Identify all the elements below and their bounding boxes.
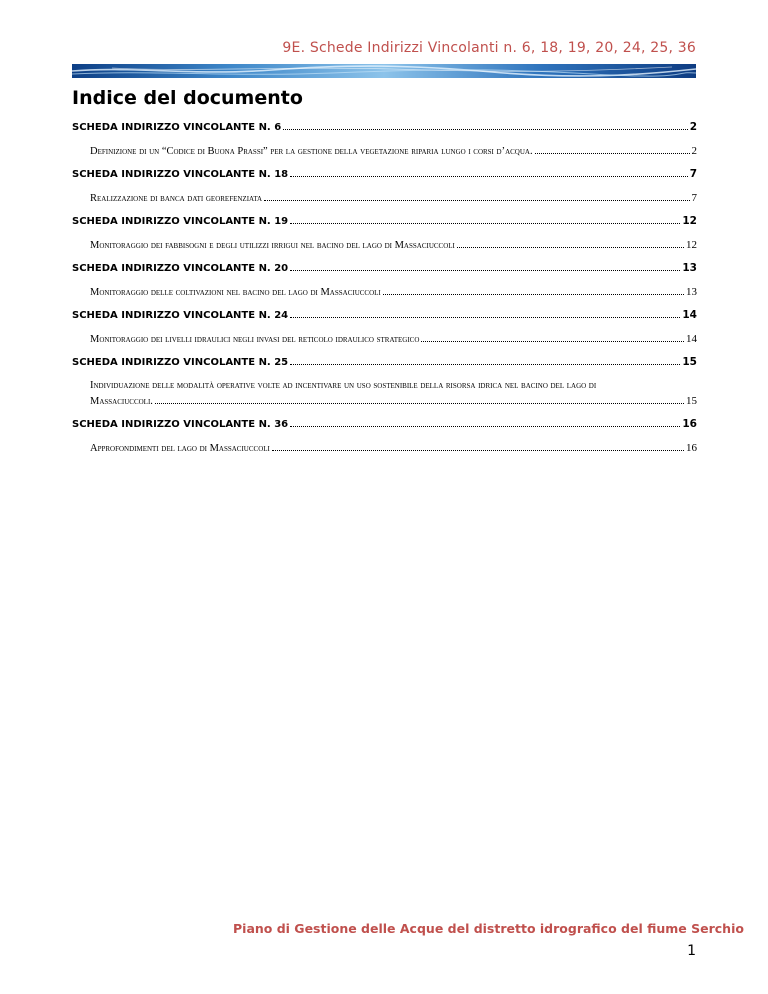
dot-leader [290, 270, 680, 271]
toc-subentry-codice-buona-prassi[interactable] [72, 145, 697, 157]
toc-entry-title: Monitoraggio delle coltivazioni nel bacino del lago di Massaciuccoli [90, 287, 381, 298]
dot-leader [290, 223, 680, 224]
toc-entry-scheda-25[interactable] [72, 356, 697, 368]
dot-leader [290, 426, 680, 427]
toc-entry-title: SCHEDA INDIRIZZO VINCOLANTE N. 18 [72, 169, 289, 180]
toc-entry-title: SCHEDA INDIRIZZO VINCOLANTE N. 19 [72, 216, 289, 227]
dot-leader [155, 403, 684, 404]
toc-entry-title: Monitoraggio dei livelli idraulici negli invasi del reticolo idraulico strategico [90, 334, 420, 345]
toc-page-number: 12 [686, 239, 697, 251]
footer-text: Piano di Gestione delle Acque del distretto idrografico del fiume Serchio [233, 921, 744, 936]
toc-entry-title: Approfondimenti del lago di Massaciuccoli [90, 443, 270, 454]
toc-entry-title: Definizione di un “Codice di Buona Prassi” per la gestione della vegetazione riparia lungo i corsi d’acqua. [90, 146, 533, 157]
toc-entry-title: Monitoraggio dei fabbisogni e degli utilizzi irrigui nel bacino del lago di Massaciuccoli [90, 240, 455, 251]
toc-page-number: 14 [686, 333, 697, 345]
toc-page-number: 13 [686, 286, 697, 298]
toc-page-number: 7 [691, 192, 697, 204]
toc-page-number: 2 [691, 145, 697, 157]
toc-entry-title: Realizzazione di banca dati georefenziata [90, 193, 263, 204]
toc-entry-scheda-24[interactable] [72, 309, 697, 321]
toc-entry-title: SCHEDA INDIRIZZO VINCOLANTE N. 6 [72, 122, 282, 133]
page-number: 1 [687, 943, 696, 959]
toc-entry-title-continued: Massaciuccoli. [90, 396, 153, 407]
toc-entry-title: SCHEDA INDIRIZZO VINCOLANTE N. 24 [72, 310, 289, 321]
dot-leader [283, 129, 688, 130]
dot-leader [290, 364, 680, 365]
toc-subentry-fabbisogni-irrigui[interactable] [72, 239, 697, 251]
dot-leader [290, 317, 680, 318]
toc-entry-scheda-20[interactable] [72, 262, 697, 274]
toc-entry-title: SCHEDA INDIRIZZO VINCOLANTE N. 36 [72, 419, 289, 430]
toc-subentry-banca-dati[interactable] [72, 192, 697, 204]
toc-entry-scheda-19[interactable] [72, 215, 697, 227]
toc-subentry-uso-sostenibile[interactable] [72, 380, 697, 407]
header-wave-band [72, 64, 696, 78]
toc-entry-scheda-6[interactable] [72, 121, 697, 133]
toc-entry-scheda-18[interactable] [72, 168, 697, 180]
dot-leader [421, 341, 684, 342]
document-title: Indice del documento [72, 87, 303, 109]
toc-subentry-livelli-idraulici[interactable] [72, 333, 697, 345]
running-header: 9E. Schede Indirizzi Vincolanti n. 6, 18, 19, 20, 24, 25, 36 [282, 40, 696, 56]
toc-subentry-approfondimenti[interactable] [72, 442, 697, 454]
toc-page-number: 2 [689, 121, 697, 133]
toc-page-number: 16 [686, 442, 697, 454]
toc-page-number: 14 [682, 309, 697, 321]
dot-leader [272, 450, 684, 451]
table-of-contents [72, 110, 697, 454]
toc-page-number: 15 [686, 395, 697, 407]
dot-leader [535, 153, 690, 154]
toc-page-number: 12 [682, 215, 697, 227]
toc-entry-title: SCHEDA INDIRIZZO VINCOLANTE N. 25 [72, 357, 289, 368]
toc-page-number: 13 [682, 262, 697, 274]
dot-leader [264, 200, 689, 201]
toc-page-number: 15 [682, 356, 697, 368]
toc-subentry-coltivazioni[interactable] [72, 286, 697, 298]
wave-graphic [72, 64, 696, 78]
toc-entry-scheda-36[interactable] [72, 418, 697, 430]
toc-entry-title: SCHEDA INDIRIZZO VINCOLANTE N. 20 [72, 263, 289, 274]
toc-page-number: 7 [689, 168, 697, 180]
toc-page-number: 16 [682, 418, 697, 430]
toc-entry-title: Individuazione delle modalità operative volte ad incentivare un uso sostenibile della risorsa idrica nel bacino del lago di [90, 380, 597, 391]
dot-leader [383, 294, 684, 295]
dot-leader [457, 247, 684, 248]
dot-leader [290, 176, 688, 177]
